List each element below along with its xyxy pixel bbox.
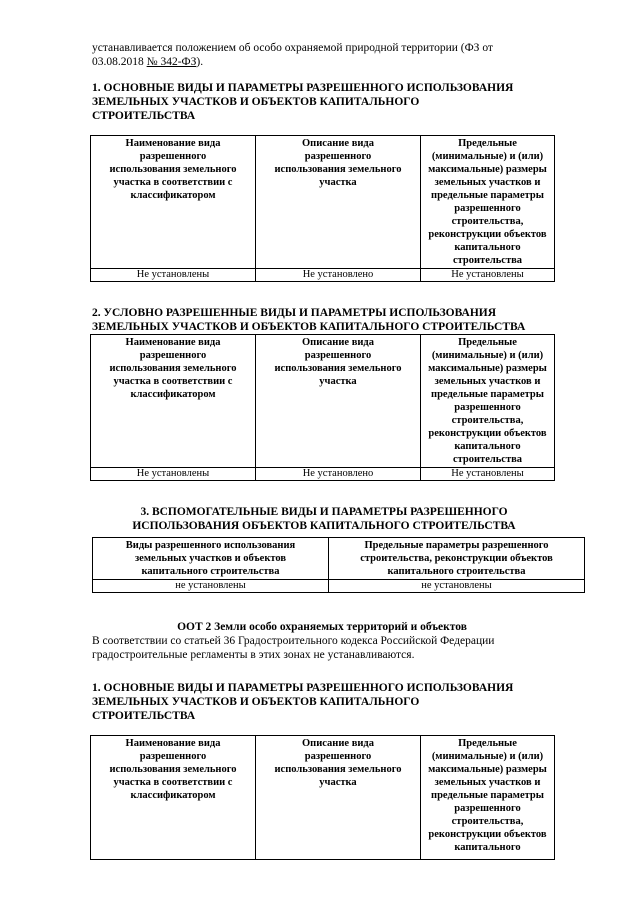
value-cell: Не установлено	[256, 468, 421, 481]
header-cell-limits: Предельные (минимальные) и (или) максимальные) размеры земельных участков и предельные параметры разрешенного строительства, реконструкции объектов капитального	[421, 736, 555, 860]
table-row	[91, 468, 555, 481]
value-cell: Не установлены	[91, 468, 256, 481]
section-2-heading	[92, 306, 592, 334]
header-cell-type: Наименование вида разрешенного использования земельного участка в соответствии с классификатором	[91, 736, 256, 860]
header-cell-parameters: Предельные параметры разрешенного строительства, реконструкции объектов капитального строительства	[329, 538, 585, 580]
intro-suffix: ).	[196, 56, 204, 68]
header-cell-limits: Предельные (минимальные) и (или) максимальные) размеры земельных участков и предельные параметры разрешенного строительства, реконструкции объектов капитального строительства	[421, 136, 555, 269]
zone-title: ООТ 2 Земли особо охраняемых территорий и объектов	[177, 621, 467, 633]
header-cell-type: Наименование вида разрешенного использования земельного участка в соответствии с классификатором	[91, 136, 256, 269]
value-cell: Не установлены	[91, 269, 256, 282]
header-cell-type: Наименование вида разрешенного использования земельного участка в соответствии с классификатором	[91, 335, 256, 468]
intro-date: 03.08.2018	[92, 56, 147, 68]
heading-line: 2. УСЛОВНО РАЗРЕШЕННЫЕ ВИДЫ И ПАРАМЕТРЫ ИСПОЛЬЗОВАНИЯ	[92, 307, 497, 319]
table-row	[91, 269, 555, 282]
table-header-row	[91, 736, 555, 860]
table-header-row	[91, 136, 555, 269]
value-cell: Не установлены	[421, 468, 555, 481]
header-cell-description: Описание вида разрешенного использования земельного участка	[256, 736, 421, 860]
section-3-heading	[92, 505, 556, 533]
heading-line: СТРОИТЕЛЬСТВА	[92, 110, 196, 122]
section-4-table	[90, 735, 555, 860]
value-cell: не установлены	[93, 580, 329, 593]
table-header-row	[93, 538, 585, 580]
header-cell-description: Описание вида разрешенного использования земельного участка	[256, 335, 421, 468]
paragraph-line: В соответствии со статьей 36 Градостроительного кодекса Российской Федерации	[92, 635, 495, 647]
section-4-heading	[92, 681, 572, 723]
header-cell-limits: Предельные (минимальные) и (или) максимальные) размеры земельных участков и предельные параметры разрешенного строительства, реконструкции объектов капитального строительства	[421, 335, 555, 468]
heading-line: ЗЕМЕЛЬНЫХ УЧАСТКОВ И ОБЪЕКТОВ КАПИТАЛЬНОГО	[92, 696, 420, 708]
heading-line: ЗЕМЕЛЬНЫХ УЧАСТКОВ И ОБЪЕКТОВ КАПИТАЛЬНОГО СТРОИТЕЛЬСТВА	[92, 321, 526, 333]
paragraph-line: градостроительные регламенты в этих зонах не устанавливаются.	[92, 649, 415, 661]
table-header-row	[91, 335, 555, 468]
intro-line-2	[92, 55, 562, 69]
header-cell-description: Описание вида разрешенного использования земельного участка	[256, 136, 421, 269]
law-link[interactable]: № 342-ФЗ	[146, 56, 197, 68]
heading-line: 3. ВСПОМОГАТЕЛЬНЫЕ ВИДЫ И ПАРАМЕТРЫ РАЗРЕШЕННОГО	[140, 506, 508, 518]
value-cell: Не установлено	[256, 269, 421, 282]
table-row	[93, 580, 585, 593]
section-1-table	[90, 135, 555, 282]
section-2-table	[90, 334, 555, 481]
value-cell: Не установлены	[421, 269, 555, 282]
heading-line: ИСПОЛЬЗОВАНИЯ ОБЪЕКТОВ КАПИТАЛЬНОГО СТРОИТЕЛЬСТВА	[132, 520, 516, 532]
heading-line: ЗЕМЕЛЬНЫХ УЧАСТКОВ И ОБЪЕКТОВ КАПИТАЛЬНОГО	[92, 96, 420, 108]
zone-paragraph	[92, 634, 582, 662]
section-3-table	[92, 537, 585, 593]
section-1-heading	[92, 81, 572, 123]
heading-line: СТРОИТЕЛЬСТВА	[92, 710, 196, 722]
heading-line: 1. ОСНОВНЫЕ ВИДЫ И ПАРАМЕТРЫ РАЗРЕШЕННОГО ИСПОЛЬЗОВАНИЯ	[92, 682, 514, 694]
intro-line-1: устанавливается положением об особо охраняемой природной территории (ФЗ от	[92, 42, 493, 54]
header-cell-types: Виды разрешенного использования земельных участков и объектов капитального строительства	[93, 538, 329, 580]
value-cell: не установлены	[329, 580, 585, 593]
heading-line: 1. ОСНОВНЫЕ ВИДЫ И ПАРАМЕТРЫ РАЗРЕШЕННОГО ИСПОЛЬЗОВАНИЯ	[92, 82, 514, 94]
intro-paragraph	[92, 41, 562, 69]
